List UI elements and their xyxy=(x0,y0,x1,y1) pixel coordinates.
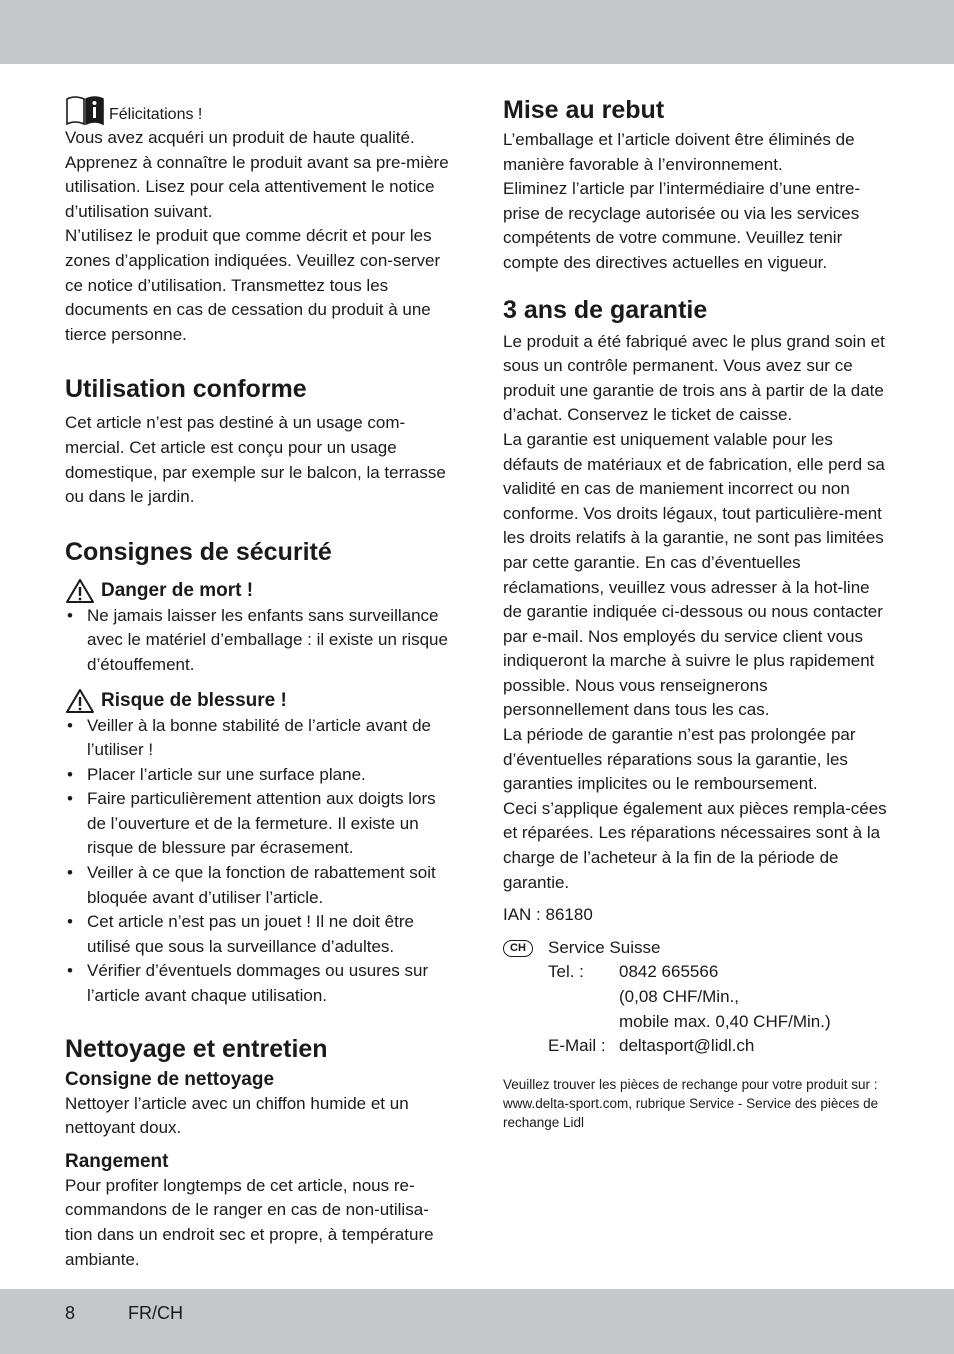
email-address: deltasport@lidl.ch xyxy=(619,1036,755,1056)
tel-label: Tel. : xyxy=(548,962,584,982)
danger-heading-row xyxy=(65,578,453,604)
warning-icon xyxy=(65,688,95,714)
list-item: • Vérifier d’éventuels dommages ou usures sur l’article avant chaque utilisation. xyxy=(65,959,453,1008)
danger-list xyxy=(65,604,453,678)
list-item: • Veiller à la bonne stabilité de l’article avant de l’utiliser ! xyxy=(65,714,453,763)
list-item: • Faire particulièrement attention aux doigts lors de l’ouverture et de la fermeture. Il existe un risque de blessure par écrasement. xyxy=(65,787,453,861)
storage-text: Pour profiter longtemps de cet article, nous re-commandons de le ranger en cas de non-utilisa-tion dans un endroit sec et propre, à température ambiante. xyxy=(65,1175,434,1269)
service-block xyxy=(503,936,891,1059)
warranty-heading: 3 ans de garantie xyxy=(503,295,708,324)
use-text: Cet article n’est pas destiné à un usage com-mercial. Cet article est conçu pour un usage domestique, par exemple sur le balcon, la terrasse ou dans le jardin. xyxy=(65,413,446,507)
warranty-paragraph: La période de garantie n’est pas prolongée par d’éventuelles réparations sous la garantie, les garanties implicites ou le remboursement. xyxy=(503,725,856,794)
email-label: E-Mail : xyxy=(548,1036,606,1056)
info-icon xyxy=(65,94,105,126)
intro-label: Félicitations ! xyxy=(109,106,203,123)
ch-country-badge: CH xyxy=(503,940,533,957)
tel-rate-row xyxy=(548,1010,831,1035)
intro-header xyxy=(65,94,453,126)
left-column xyxy=(65,94,453,1272)
tel-rate-row xyxy=(548,985,831,1010)
locale-label: FR/CH xyxy=(128,1303,183,1323)
spare-parts-note: Veuillez trouver les pièces de rechange pour votre produit sur : www.delta-sport.com, rubrique Service - Service des pièces de rechange Lidl xyxy=(503,1076,879,1130)
disposal-paragraph: L’emballage et l’article doivent être éliminés de manière favorable à l’environnement. xyxy=(503,130,855,174)
warning-icon xyxy=(65,578,95,604)
cleaning-heading: Consigne de nettoyage xyxy=(65,1068,275,1090)
injury-list xyxy=(65,714,453,1009)
injury-heading-row xyxy=(65,688,453,714)
right-column xyxy=(503,94,891,1132)
tel-rate-mobile: mobile max. 0,40 CHF/Min.) xyxy=(619,1011,831,1031)
warranty-paragraph: Ceci s’applique également aux pièces rempla-cées et réparées. Les réparations nécessaires sont à la charge de l’acheteur à la fin de la période de garantie. xyxy=(503,798,887,892)
header-band xyxy=(0,0,954,64)
list-item: • Ne jamais laisser les enfants sans surveillance avec le matériel d’emballage : il existe un risque d’étouffement. xyxy=(65,604,453,678)
list-item: • Cet article n’est pas un jouet ! Il ne doit être utilisé que sous la surveillance d’adultes. xyxy=(65,910,453,959)
tel-row xyxy=(548,960,831,985)
care-heading: Nettoyage et entretien xyxy=(65,1034,328,1063)
list-item: • Veiller à ce que la fonction de rabattement soit bloquée avant d’utiliser l’article. xyxy=(65,861,453,910)
tel-rate: (0,08 CHF/Min., xyxy=(619,987,739,1006)
danger-heading: Danger de mort ! xyxy=(101,580,254,602)
email-row xyxy=(548,1034,831,1059)
tel-number: 0842 665566 xyxy=(619,962,719,982)
cleaning-text: Nettoyer l’article avec un chiffon humide et un nettoyant doux. xyxy=(65,1093,409,1138)
warranty-paragraph: La garantie est uniquement valable pour les défauts de matériaux et de fabrication, elle perd sa validité en cas de maniement incorrect ou non conforme. Vos droits légaux, tout particulière-ment les droits relatifs à la garantie, ne sont pas limitées par cette garantie. En cas d’éventuelles réclamations, veuillez vous adresser à la hot-line de garantie indiquée ci-dessous ou nous contacter par e-mail. Nos employés du service client vous indiqueront la marche à suivre le plus rapidement possible. Nous vous renseignerons personnellement dans tous les cas. xyxy=(503,429,885,720)
disposal-paragraph: Eliminez l’article par l’intermédiaire d’une entre-prise de recyclage autorisée ou via les services compétents de votre commune. Veuillez tenir compte des directives actuelles en vigueur. xyxy=(503,179,861,272)
service-details xyxy=(548,936,831,1059)
intro-paragraph: N’utilisez le produit que comme décrit et pour les zones d’application indiquées. Veuillez con-server ce notice d’utilisation. Transmettez tous les documents en cas de cessation du produit à une tierce personne. xyxy=(65,226,441,344)
intro-paragraph: Vous avez acquéri un produit de haute qualité. Apprenez à connaître le produit avant sa pre-mière utilisation. Lisez pour cela attentivement le notice d’utilisation suivant. xyxy=(65,128,449,221)
page-number: 8 xyxy=(65,1303,76,1323)
storage-heading: Rangement xyxy=(65,1150,169,1172)
injury-heading: Risque de blessure ! xyxy=(101,690,287,711)
disposal-heading: Mise au rebut xyxy=(503,96,665,124)
list-item: • Placer l’article sur une surface plane. xyxy=(65,763,453,788)
use-heading: Utilisation conforme xyxy=(65,375,307,404)
service-title: Service Suisse xyxy=(548,937,661,957)
safety-heading: Consignes de sécurité xyxy=(65,537,332,566)
warranty-paragraph: Le produit a été fabriqué avec le plus grand soin et sous un contrôle permanent. Vous avez sur ce produit une garantie de trois ans à partir de la date d’achat. Conservez le ticket de caisse. xyxy=(503,331,885,425)
ian-number: IAN : 86180 xyxy=(503,905,593,925)
